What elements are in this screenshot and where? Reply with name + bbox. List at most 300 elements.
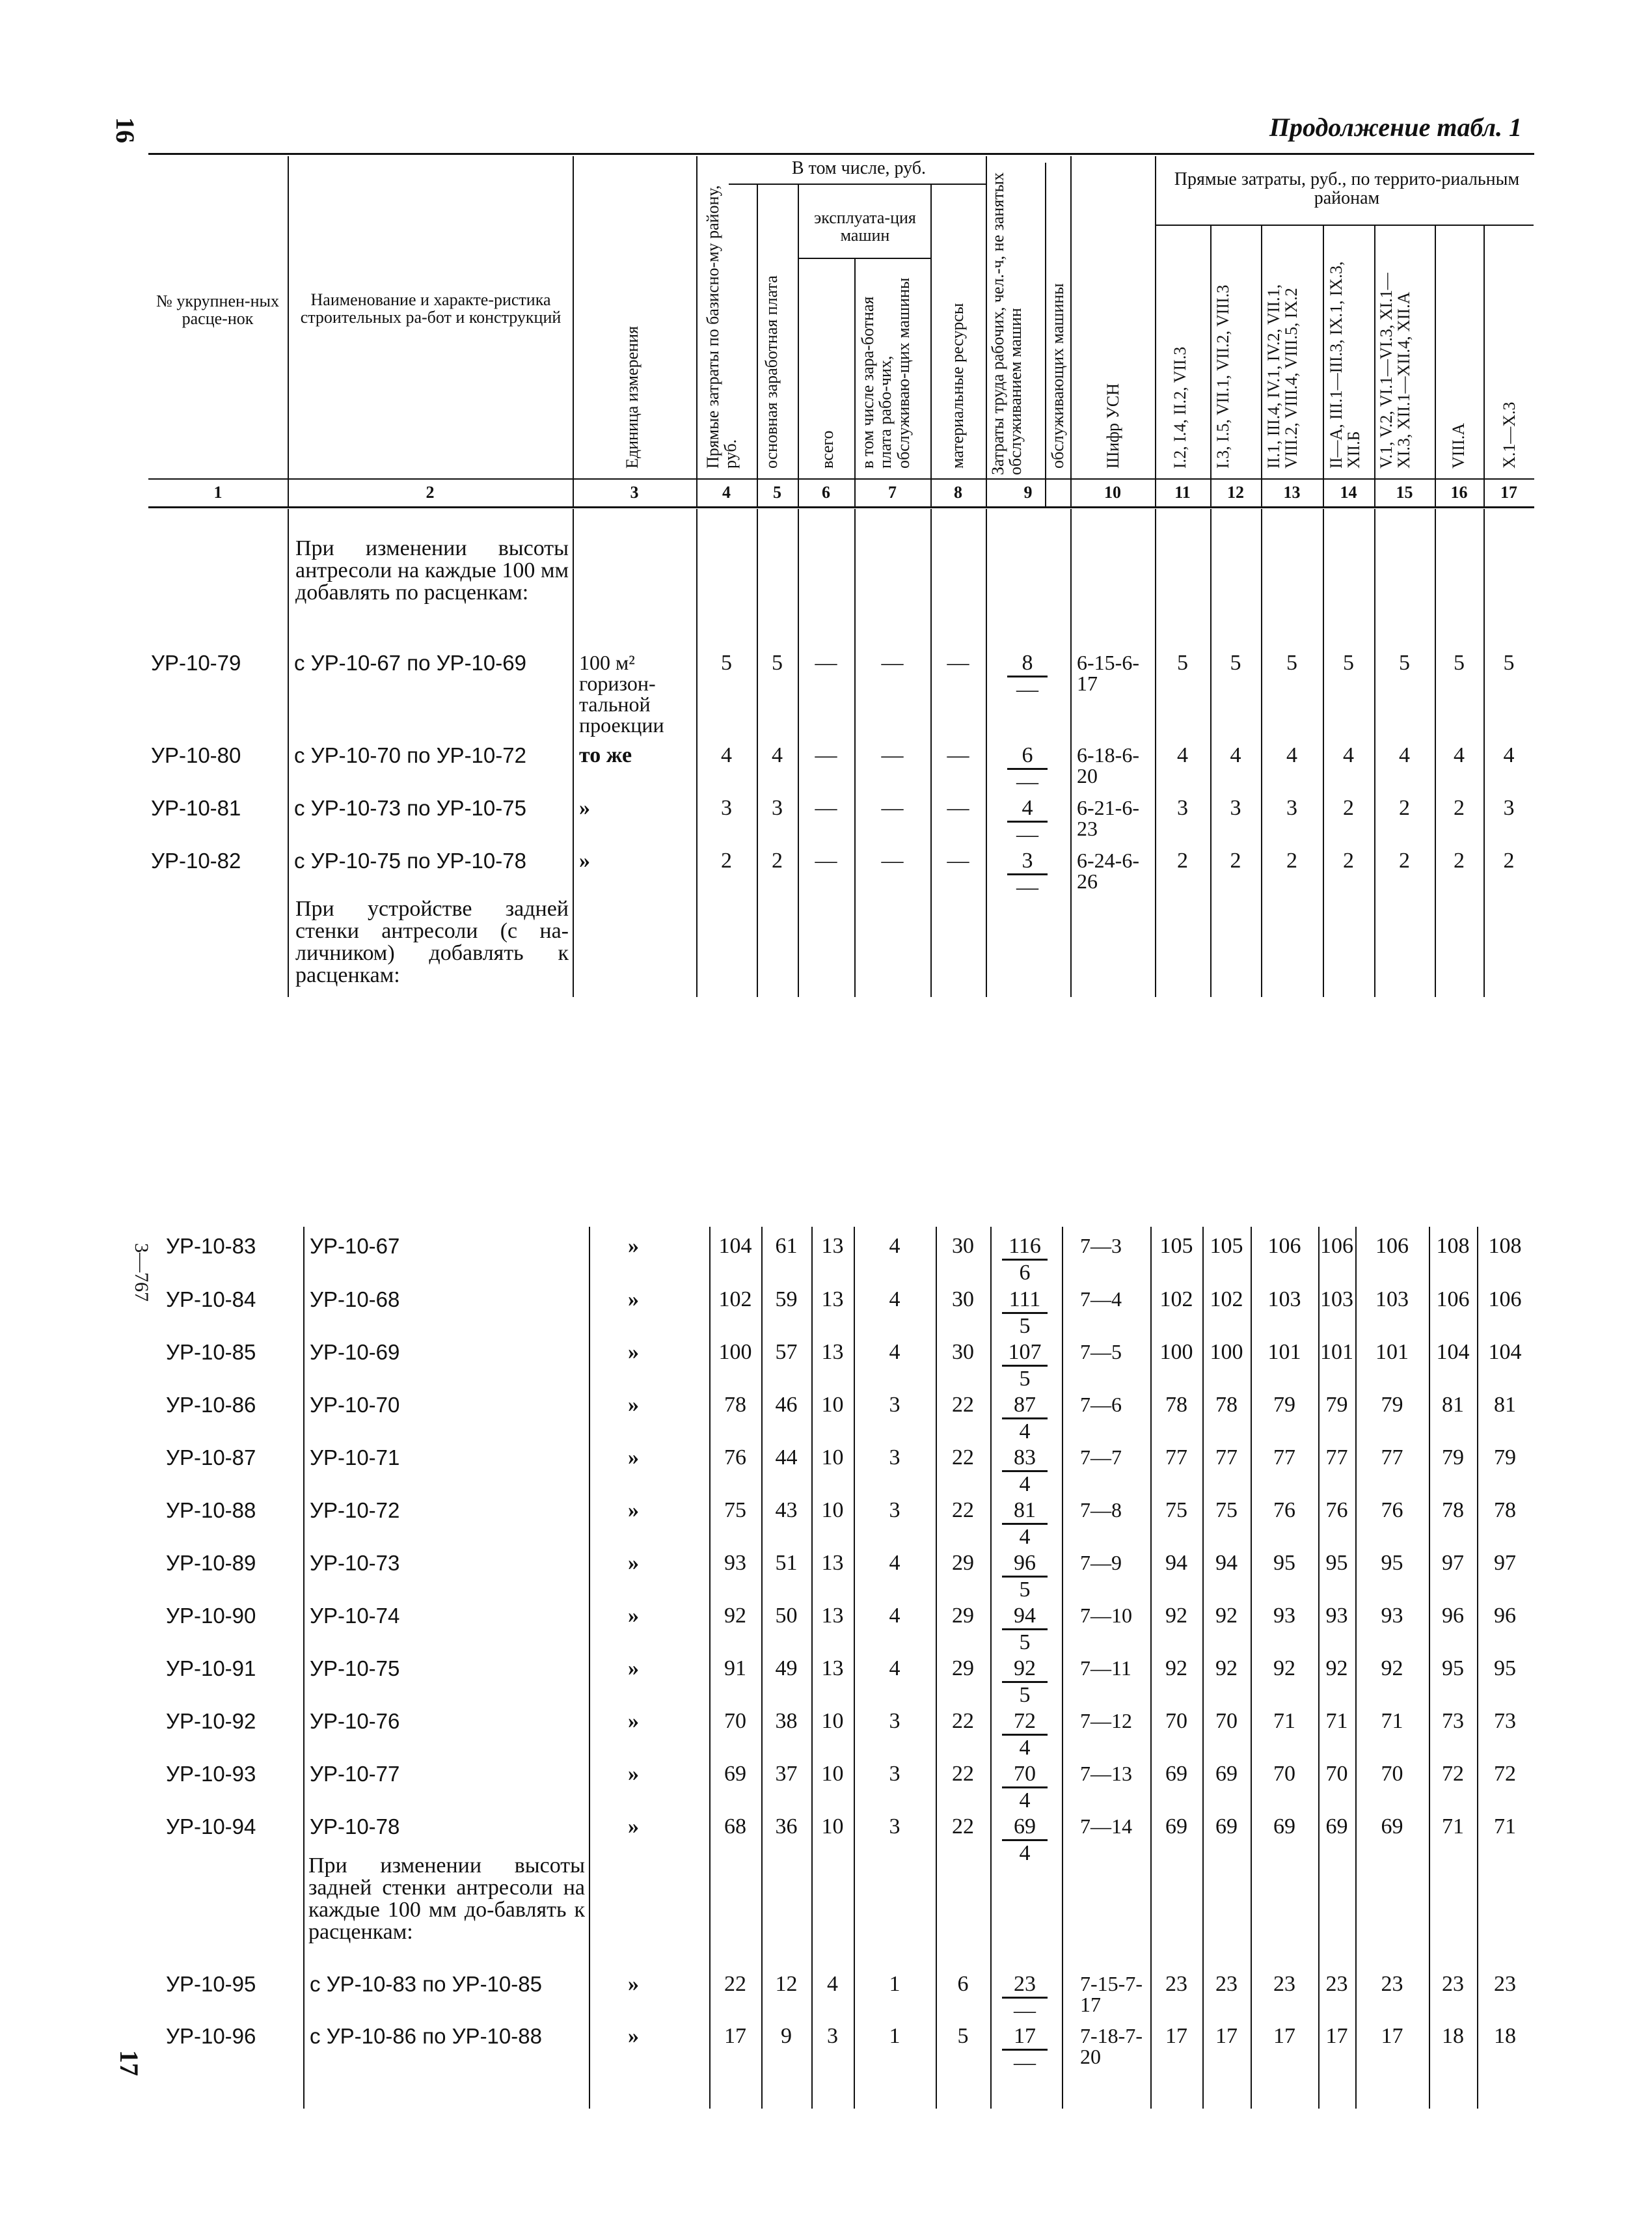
- value-c4: 76: [724, 1445, 746, 1470]
- value-c17: 72: [1494, 1762, 1516, 1786]
- labor-fraction: [1002, 1973, 1048, 2022]
- value-c7: —: [881, 651, 904, 675]
- value-c17: 78: [1494, 1498, 1516, 1522]
- value-c12: 23: [1215, 1972, 1238, 1996]
- labor-machines: 4: [1019, 1736, 1031, 1760]
- labor-fraction: [1002, 1816, 1048, 1865]
- value-c17: 18: [1494, 2024, 1516, 2048]
- value-c7: 4: [889, 1551, 900, 1575]
- work-name: УР-10-70: [310, 1393, 400, 1417]
- body-divider: [986, 509, 987, 997]
- value-c16: 73: [1442, 1709, 1464, 1733]
- value-c17: 106: [1488, 1287, 1522, 1311]
- value-c13: 23: [1273, 1972, 1295, 1996]
- value-c7: 3: [889, 1393, 900, 1417]
- header-divider: [798, 184, 799, 506]
- unit-of-measure: »: [628, 1604, 639, 1628]
- value-c4: 3: [721, 796, 732, 820]
- value-c16: 96: [1442, 1604, 1464, 1628]
- value-c12: 92: [1215, 1604, 1238, 1628]
- value-c8: 22: [952, 1445, 974, 1470]
- value-c4: 93: [724, 1551, 746, 1575]
- column-number: 17: [1500, 483, 1517, 502]
- labor-fraction: [1002, 1341, 1048, 1390]
- value-c8: —: [947, 651, 969, 675]
- value-c4: 100: [718, 1340, 752, 1364]
- value-c7: 4: [889, 1234, 900, 1258]
- usn-code: 7—6: [1080, 1393, 1122, 1416]
- value-c6: 3: [827, 2024, 838, 2048]
- value-c13: 79: [1273, 1393, 1295, 1417]
- value-c11: 105: [1159, 1234, 1193, 1258]
- value-c14: 101: [1320, 1340, 1353, 1364]
- work-name: с УР-10-70 по УР-10-72: [294, 743, 526, 767]
- value-c13: 3: [1286, 796, 1297, 820]
- labor-fraction: [1002, 1394, 1048, 1443]
- value-c8: 22: [952, 1814, 974, 1839]
- value-c6: 13: [821, 1604, 844, 1628]
- note-antresol-height: При изменении высоты антресоли на каждые 100 мм добавлять по расценкам:: [295, 536, 569, 605]
- value-c13: 2: [1286, 849, 1297, 873]
- value-c8: 22: [952, 1762, 974, 1786]
- value-c4: 68: [724, 1814, 746, 1839]
- value-c15: 101: [1375, 1340, 1409, 1364]
- value-c15: 76: [1381, 1498, 1403, 1522]
- value-c5: 2: [772, 849, 783, 873]
- labor-fraction: [1007, 850, 1048, 899]
- value-c4: 92: [724, 1604, 746, 1628]
- value-c13: 93: [1273, 1604, 1295, 1628]
- value-c7: 1: [889, 2024, 900, 2048]
- unit-of-measure: »: [628, 1234, 639, 1258]
- continuation-caption: Продолжение табл. 1: [1269, 113, 1522, 142]
- value-c17: 97: [1494, 1551, 1516, 1575]
- header-col16: VIII.А: [1449, 422, 1468, 469]
- value-c7: 3: [889, 1814, 900, 1839]
- value-c6: 13: [821, 1234, 844, 1258]
- header-group-machines: эксплуата-ция машин: [814, 208, 916, 245]
- value-c11: 70: [1165, 1709, 1187, 1733]
- column-number: 2: [426, 483, 435, 502]
- value-c11: 92: [1165, 1656, 1187, 1680]
- value-c7: —: [881, 743, 904, 767]
- value-c16: 4: [1454, 743, 1465, 767]
- value-c13: 92: [1273, 1656, 1295, 1680]
- labor-fraction: [1002, 1710, 1048, 1759]
- value-c16: 18: [1442, 2024, 1464, 2048]
- column-number: 6: [822, 483, 830, 502]
- value-c7: 4: [889, 1340, 900, 1364]
- usn-code: 7—7: [1080, 1445, 1122, 1469]
- column-number: 7: [888, 483, 897, 502]
- column-number: 5: [773, 483, 781, 502]
- column-number: 4: [722, 483, 731, 502]
- column-number: 8: [954, 483, 962, 502]
- header-col3: Единица измерения: [623, 326, 642, 469]
- value-c14: 70: [1325, 1762, 1348, 1786]
- value-c16: 97: [1442, 1551, 1464, 1575]
- header-col9-top: Затраты труда рабочих, чел.-ч, не занятых обслуживанием машин: [988, 172, 1025, 475]
- value-c4: 69: [724, 1762, 746, 1786]
- labor-machines: 4: [1019, 1472, 1031, 1496]
- header-col12: I.3, I.5, VII.1, VII.2, VIII.3: [1213, 284, 1232, 469]
- rate-code: УР-10-85: [166, 1340, 256, 1364]
- header-divider: [573, 156, 574, 506]
- value-c13: 76: [1273, 1498, 1295, 1522]
- labor-not-machines: 87: [1002, 1394, 1048, 1419]
- labor-fraction: [1007, 797, 1048, 846]
- rate-code: УР-10-83: [166, 1234, 256, 1258]
- labor-fraction: [1002, 1499, 1048, 1548]
- header-divider: [1483, 225, 1485, 506]
- labor-machines: 4: [1019, 1525, 1031, 1549]
- column-number: 14: [1340, 483, 1357, 502]
- rate-code: УР-10-87: [166, 1445, 256, 1470]
- labor-fraction: [1002, 1235, 1048, 1284]
- labor-not-machines: 3: [1007, 850, 1048, 875]
- rate-code: УР-10-82: [151, 849, 241, 873]
- value-c15: 71: [1381, 1709, 1403, 1733]
- unit-of-measure: »: [628, 1340, 639, 1364]
- value-c16: 106: [1436, 1287, 1470, 1311]
- labor-machines: —: [1014, 1999, 1036, 2023]
- value-c13: 77: [1273, 1445, 1295, 1470]
- value-c5: 46: [775, 1393, 798, 1417]
- value-c4: 91: [724, 1656, 746, 1680]
- header-col2: Наименование и характе-ристика строительных ра-бот и конструкций: [300, 290, 562, 327]
- body-divider: [1070, 509, 1072, 997]
- labor-machines: —: [1016, 677, 1038, 702]
- value-c17: 95: [1494, 1656, 1516, 1680]
- labor-fraction: [1002, 1605, 1048, 1654]
- header-group-regions: Прямые затраты, руб., по террито-риальным районам: [1174, 169, 1520, 208]
- value-c6: 10: [821, 1498, 844, 1522]
- column-number: 9: [1023, 483, 1033, 502]
- value-c12: 69: [1215, 1814, 1238, 1839]
- work-name: с УР-10-86 по УР-10-88: [310, 2024, 542, 2048]
- value-c11: 69: [1165, 1762, 1187, 1786]
- value-c5: 12: [775, 1972, 798, 1996]
- rate-code: УР-10-95: [166, 1972, 256, 1996]
- usn-code: 6-18-6-20: [1077, 743, 1139, 787]
- value-c11: 17: [1165, 2024, 1187, 2048]
- labor-not-machines: 83: [1002, 1447, 1048, 1472]
- usn-code: 6-15-6-17: [1077, 651, 1139, 695]
- value-c4: 22: [724, 1972, 746, 1996]
- header-col15: V.1, V.2, VI.1—VI.3, XI.1—XI.3, XII.1—XII.4, XII.А: [1377, 273, 1414, 469]
- value-c14: 23: [1325, 1972, 1348, 1996]
- value-c11: 102: [1159, 1287, 1193, 1311]
- header-divider: [1155, 156, 1156, 506]
- value-c16: 81: [1442, 1393, 1464, 1417]
- value-c14: 93: [1325, 1604, 1348, 1628]
- value-c17: 79: [1494, 1445, 1516, 1470]
- value-c7: 4: [889, 1656, 900, 1680]
- rate-code: УР-10-91: [166, 1656, 256, 1680]
- unit-of-measure: 100 м² горизон-тальной проекции: [579, 651, 664, 737]
- header-col13: II.1, III.4, IV.1, IV.2, VII.1, VIII.2, VIII.4, VIII.5, IX.2: [1264, 284, 1301, 469]
- value-c7: 4: [889, 1604, 900, 1628]
- labor-not-machines: 116: [1002, 1235, 1048, 1261]
- header-divider: [1374, 225, 1375, 506]
- group-rule-regions: [1155, 225, 1534, 226]
- value-c15: 70: [1381, 1762, 1403, 1786]
- value-c4: 2: [721, 849, 732, 873]
- value-c7: 3: [889, 1445, 900, 1470]
- usn-code: 7—4: [1080, 1287, 1122, 1311]
- value-c7: 3: [889, 1709, 900, 1733]
- labor-machines: 6: [1019, 1261, 1031, 1285]
- value-c14: 4: [1343, 743, 1354, 767]
- value-c12: 105: [1210, 1234, 1243, 1258]
- value-c6: 10: [821, 1445, 844, 1470]
- rate-code: УР-10-89: [166, 1551, 256, 1575]
- body-divider: [573, 509, 574, 997]
- labor-not-machines: 92: [1002, 1658, 1048, 1683]
- labor-machines: —: [1016, 770, 1038, 794]
- value-c15: 92: [1381, 1656, 1403, 1680]
- rate-code: УР-10-90: [166, 1604, 256, 1628]
- value-c11: 78: [1165, 1393, 1187, 1417]
- value-c11: 4: [1177, 743, 1188, 767]
- value-c15: 2: [1399, 849, 1410, 873]
- value-c14: 77: [1325, 1445, 1348, 1470]
- column-number: 16: [1450, 483, 1468, 502]
- labor-fraction: [1007, 745, 1048, 793]
- usn-code: 7—10: [1080, 1604, 1132, 1627]
- value-c13: 17: [1273, 2024, 1295, 2048]
- labor-not-machines: 69: [1002, 1816, 1048, 1841]
- header-divider: [288, 156, 289, 506]
- labor-machines: —: [1014, 2051, 1036, 2075]
- value-c7: —: [881, 796, 904, 820]
- value-c15: 23: [1381, 1972, 1403, 1996]
- value-c13: 95: [1273, 1551, 1295, 1575]
- value-c11: 69: [1165, 1814, 1187, 1839]
- header-divider: [1070, 156, 1072, 506]
- value-c6: 13: [821, 1287, 844, 1311]
- value-c6: 10: [821, 1762, 844, 1786]
- value-c12: 78: [1215, 1393, 1238, 1417]
- value-c7: 4: [889, 1287, 900, 1311]
- rate-code: УР-10-93: [166, 1762, 256, 1786]
- value-c5: 38: [775, 1709, 798, 1733]
- unit-of-measure: »: [628, 1709, 639, 1733]
- value-c16: 23: [1442, 1972, 1464, 1996]
- rate-code: УР-10-81: [151, 796, 241, 820]
- value-c11: 5: [1177, 651, 1188, 675]
- header-col14: II—А, III.1—III.3, IX.1, IX.3, XII.Б: [1327, 261, 1364, 469]
- value-c17: 73: [1494, 1709, 1516, 1733]
- value-c7: —: [881, 849, 904, 873]
- value-c17: 5: [1503, 651, 1515, 675]
- labor-not-machines: 72: [1002, 1710, 1048, 1736]
- unit-of-measure: »: [579, 796, 590, 820]
- value-c4: 75: [724, 1498, 746, 1522]
- value-c6: 10: [821, 1393, 844, 1417]
- value-c6: —: [815, 796, 837, 820]
- value-c5: 49: [775, 1656, 798, 1680]
- value-c15: 106: [1375, 1234, 1409, 1258]
- header-divider: [1261, 225, 1262, 506]
- value-c13: 69: [1273, 1814, 1295, 1839]
- value-c4: 102: [718, 1287, 752, 1311]
- page-number-bottom: 17: [115, 2050, 144, 2076]
- value-c5: 36: [775, 1814, 798, 1839]
- labor-machines: 5: [1019, 1314, 1031, 1338]
- value-c15: 95: [1381, 1551, 1403, 1575]
- unit-of-measure: »: [628, 1762, 639, 1786]
- value-c13: 103: [1267, 1287, 1301, 1311]
- labor-not-machines: 23: [1002, 1973, 1048, 1999]
- unit-of-measure: »: [628, 1972, 639, 1996]
- column-number: 1: [213, 483, 223, 502]
- value-c14: 17: [1325, 2024, 1348, 2048]
- value-c14: 71: [1325, 1709, 1348, 1733]
- unit-of-measure: »: [628, 1814, 639, 1839]
- labor-machines: 5: [1019, 1630, 1031, 1654]
- value-c17: 3: [1503, 796, 1515, 820]
- value-c5: 59: [775, 1287, 798, 1311]
- labor-not-machines: 94: [1002, 1605, 1048, 1630]
- usn-code: 7—13: [1080, 1762, 1132, 1785]
- value-c15: 2: [1399, 796, 1410, 820]
- unit-of-measure: »: [628, 2024, 639, 2048]
- value-c4: 5: [721, 651, 732, 675]
- value-c12: 102: [1210, 1287, 1243, 1311]
- header-divider: [1210, 225, 1212, 506]
- value-c11: 100: [1159, 1340, 1193, 1364]
- value-c12: 75: [1215, 1498, 1238, 1522]
- value-c8: 22: [952, 1498, 974, 1522]
- labor-not-machines: 8: [1007, 652, 1048, 677]
- value-c13: 5: [1286, 651, 1297, 675]
- value-c17: 96: [1494, 1604, 1516, 1628]
- work-name: УР-10-71: [310, 1445, 400, 1470]
- value-c6: 10: [821, 1814, 844, 1839]
- value-c5: 44: [775, 1445, 798, 1470]
- labor-machines: 4: [1019, 1788, 1031, 1812]
- value-c12: 94: [1215, 1551, 1238, 1575]
- value-c12: 92: [1215, 1656, 1238, 1680]
- header-col5: основная заработная плата: [762, 275, 781, 469]
- value-c6: —: [815, 849, 837, 873]
- value-c15: 79: [1381, 1393, 1403, 1417]
- number-row-rule: [148, 506, 1534, 508]
- body-divider: [1062, 1227, 1063, 2109]
- labor-machines: —: [1016, 823, 1038, 847]
- value-c11: 77: [1165, 1445, 1187, 1470]
- value-c12: 100: [1210, 1340, 1243, 1364]
- usn-code: 7—3: [1080, 1234, 1122, 1257]
- value-c14: 2: [1343, 796, 1354, 820]
- work-name: УР-10-76: [310, 1709, 400, 1733]
- header-col9-bottom: обслуживающих машины: [1048, 283, 1067, 469]
- labor-fraction: [1002, 1552, 1048, 1601]
- header-divider: [854, 258, 856, 506]
- rate-code: УР-10-92: [166, 1709, 256, 1733]
- header-divider: [986, 156, 987, 506]
- column-number: 13: [1283, 483, 1301, 502]
- work-name: с УР-10-83 по УР-10-85: [310, 1972, 542, 1996]
- value-c16: 95: [1442, 1656, 1464, 1680]
- usn-code: 7—11: [1080, 1656, 1131, 1680]
- value-c15: 77: [1381, 1445, 1403, 1470]
- usn-code: 6-24-6-26: [1077, 849, 1139, 893]
- value-c16: 108: [1436, 1234, 1470, 1258]
- value-c5: 61: [775, 1234, 798, 1258]
- value-c17: 71: [1494, 1814, 1516, 1839]
- value-c12: 77: [1215, 1445, 1238, 1470]
- value-c15: 4: [1399, 743, 1410, 767]
- value-c6: 4: [827, 1972, 838, 1996]
- labor-fraction: [1002, 2025, 1048, 2074]
- value-c14: 76: [1325, 1498, 1348, 1522]
- work-name: УР-10-67: [310, 1234, 400, 1258]
- value-c12: 17: [1215, 2024, 1238, 2048]
- value-c11: 2: [1177, 849, 1188, 873]
- labor-fraction: [1002, 1658, 1048, 1706]
- value-c5: 5: [772, 651, 783, 675]
- work-name: УР-10-68: [310, 1287, 400, 1311]
- unit-of-measure: »: [628, 1287, 639, 1311]
- rate-code: УР-10-79: [151, 651, 241, 675]
- unit-of-measure: »: [579, 849, 590, 873]
- value-c4: 4: [721, 743, 732, 767]
- value-c7: 3: [889, 1498, 900, 1522]
- value-c12: 69: [1215, 1762, 1238, 1786]
- work-name: УР-10-74: [310, 1604, 400, 1628]
- value-c16: 104: [1436, 1340, 1470, 1364]
- value-c17: 104: [1488, 1340, 1522, 1364]
- value-c6: —: [815, 743, 837, 767]
- page-number-top: 16: [111, 117, 140, 143]
- value-c14: 106: [1320, 1234, 1353, 1258]
- value-c16: 71: [1442, 1814, 1464, 1839]
- value-c15: 5: [1399, 651, 1410, 675]
- work-name: УР-10-78: [310, 1814, 400, 1839]
- value-c8: —: [947, 796, 969, 820]
- value-c8: 5: [957, 2024, 969, 2048]
- unit-of-measure: то же: [579, 743, 632, 767]
- value-c14: 79: [1325, 1393, 1348, 1417]
- unit-of-measure: »: [628, 1445, 639, 1470]
- rate-code: УР-10-96: [166, 2024, 256, 2048]
- value-c5: 50: [775, 1604, 798, 1628]
- header-divider: [757, 184, 758, 506]
- value-c13: 70: [1273, 1762, 1295, 1786]
- value-c13: 106: [1267, 1234, 1301, 1258]
- value-c5: 43: [775, 1498, 798, 1522]
- value-c14: 2: [1343, 849, 1354, 873]
- value-c4: 78: [724, 1393, 746, 1417]
- labor-not-machines: 96: [1002, 1552, 1048, 1578]
- value-c8: 30: [952, 1234, 974, 1258]
- labor-machines: 5: [1019, 1367, 1031, 1391]
- signature-mark: 3—767: [131, 1243, 152, 1302]
- note-back-wall-height: При изменении высоты задней стенки антресоли на каждые 100 мм до-бавлять к расценкам:: [308, 1853, 585, 1944]
- labor-fraction: [1002, 1763, 1048, 1812]
- header-divider: [1435, 225, 1436, 506]
- body-divider: [288, 509, 289, 997]
- labor-not-machines: 17: [1002, 2025, 1048, 2051]
- usn-code: 7—5: [1080, 1340, 1122, 1363]
- value-c5: 3: [772, 796, 783, 820]
- labor-not-machines: 107: [1002, 1341, 1048, 1367]
- header-divider: [930, 184, 932, 506]
- value-c11: 3: [1177, 796, 1188, 820]
- labor-machines: 4: [1019, 1419, 1031, 1443]
